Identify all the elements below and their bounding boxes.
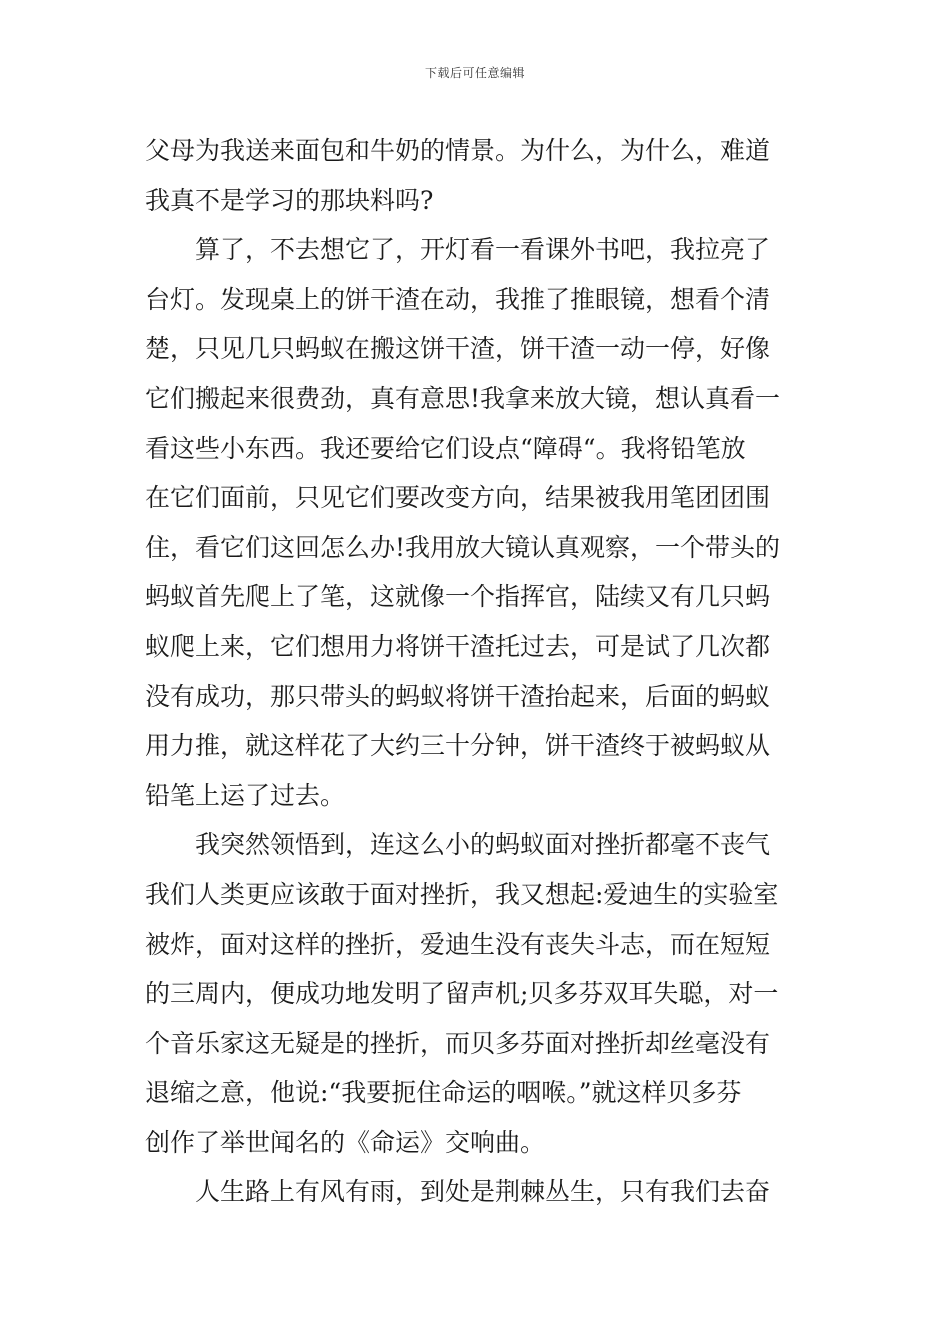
text-line: 退缩之意，他说:“我要扼住命运的咽喉。”就这样贝多芬 — [145, 1078, 742, 1108]
text-line: 的三周内，便成功地发明了留声机;贝多芬双耳失聪，对一 — [145, 979, 779, 1009]
text-line: 我突然领悟到，连这么小的蚂蚁面对挫折都毫不丧气 — [145, 830, 771, 860]
text-line: 它们搬起来很费劲，真有意思!我拿来放大镜，想认真看一 — [145, 383, 781, 413]
text-line: 蚁爬上来，它们想用力将饼干渣托过去，可是试了几次都 — [145, 631, 771, 661]
page-header: 下载后可任意编辑 — [424, 66, 525, 80]
text-line: 用力推，就这样花了大约三十分钟，饼干渣终于被蚂蚁从 — [145, 731, 771, 761]
document-body — [145, 126, 807, 1217]
text-line: 我真不是学习的那块料吗? — [145, 185, 434, 215]
text-line: 我们人类更应该敢于面对挫折，我又想起:爱迪生的实验室 — [145, 879, 779, 909]
text-line: 人生路上有风有雨，到处是荆棘丛生，只有我们去奋 — [145, 1177, 771, 1207]
text-line: 楚，只见几只蚂蚁在搬这饼干渣，饼干渣一动一停，好像 — [145, 334, 771, 364]
text-line: 住，看它们这回怎么办!我用放大镜认真观察，一个带头的 — [145, 532, 781, 562]
text-line: 看这些小东西。我还要给它们设点“障碍“。我将铅笔放 — [145, 433, 746, 463]
text-line: 台灯。发现桌上的饼干渣在动，我推了推眼镜，想看个清 — [145, 284, 771, 314]
text-line: 创作了举世闻名的《命运》交响曲。 — [145, 1127, 546, 1157]
text-line: 父母为我送来面包和牛奶的情景。为什么，为什么，难道 — [145, 136, 771, 165]
text-line: 蚂蚁首先爬上了笔，这就像一个指挥官，陆续又有几只蚂 — [145, 582, 771, 612]
text-line: 铅笔上运了过去。 — [145, 780, 346, 810]
text-line: 在它们面前，只见它们要改变方向，结果被我用笔团团围 — [145, 483, 771, 513]
text-line: 被炸，面对这样的挫折，爱迪生没有丧失斗志，而在短短 — [145, 929, 771, 959]
text-line: 没有成功，那只带头的蚂蚁将饼干渣抬起来，后面的蚂蚁 — [145, 681, 771, 711]
text-line: 个音乐家这无疑是的挫折，而贝多芬面对挫折却丝毫没有 — [145, 1028, 771, 1058]
text-line: 算了，不去想它了，开灯看一看课外书吧，我拉亮了 — [145, 235, 771, 265]
